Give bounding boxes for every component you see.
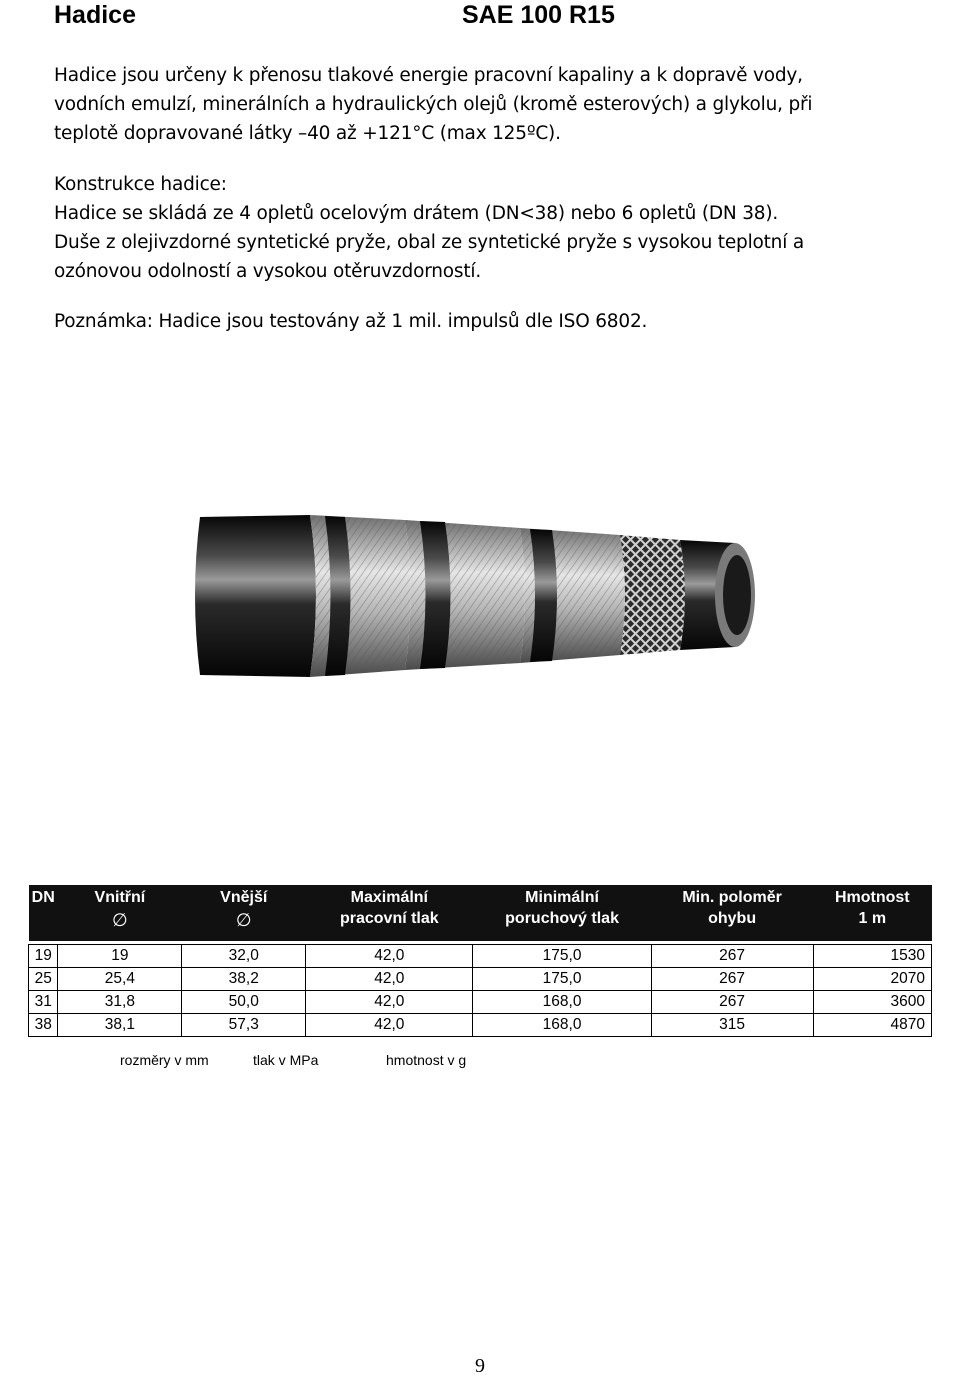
page-number: 9	[475, 1355, 485, 1377]
intro-paragraph	[54, 61, 934, 148]
units-pressure: tlak v MPa	[253, 1052, 319, 1068]
page-title: Hadice	[54, 1, 136, 29]
col-header-burst-pressure: Minimální poruchový tlak	[473, 885, 651, 941]
table-row: 19 19 32,0 42,0 175,0 267 1530	[29, 945, 932, 968]
hose-illustration	[190, 495, 770, 695]
units-weight: hmotnost v g	[386, 1052, 467, 1068]
standard-title: SAE 100 R15	[462, 1, 615, 29]
units-dimensions: rozměry v mm	[120, 1052, 209, 1068]
col-header-outer-diameter: Vnější ∅	[182, 885, 306, 941]
construction-heading: Konstrukce hadice:	[54, 174, 227, 195]
spec-table	[28, 885, 932, 1037]
construction-line: Duše z olejivzdorné syntetické pryže, obal ze syntetické pryže s vysokou teplotní a	[54, 232, 804, 253]
table-row: 25 25,4 38,2 42,0 175,0 267 2070	[29, 968, 932, 991]
table-header-row	[29, 885, 932, 941]
col-header-dn: DN	[29, 885, 58, 941]
col-header-inner-diameter: Vnitřní ∅	[58, 885, 182, 941]
col-header-bend-radius: Min. poloměr ohybu	[651, 885, 813, 941]
diameter-icon: ∅	[112, 910, 128, 930]
construction-line: ozónovou odolností a vysokou otěruvzdorností.	[54, 261, 482, 282]
intro-line: Hadice jsou určeny k přenosu tlakové energie pracovní kapaliny a k dopravě vody,	[54, 65, 803, 86]
table-row: 31 31,8 50,0 42,0 168,0 267 3600	[29, 991, 932, 1014]
construction-paragraph	[54, 170, 934, 286]
intro-line: teplotě dopravované látky –40 až +121°C (max 125ºC).	[54, 123, 561, 144]
col-header-weight: Hmotnost 1 m	[813, 885, 931, 941]
diameter-icon: ∅	[235, 910, 252, 930]
table-row: 38 38,1 57,3 42,0 168,0 315 4870	[29, 1014, 932, 1037]
intro-line: vodních emulzí, minerálních a hydraulických olejů (kromě esterových) a glykolu, při	[54, 94, 813, 115]
col-header-max-pressure: Maximální pracovní tlak	[306, 885, 473, 941]
construction-line: Hadice se skládá ze 4 opletů ocelovým drátem (DN<38) nebo 6 opletů (DN 38).	[54, 203, 779, 224]
note-paragraph: Poznámka: Hadice jsou testovány až 1 mil. impulsů dle ISO 6802.	[54, 311, 648, 332]
